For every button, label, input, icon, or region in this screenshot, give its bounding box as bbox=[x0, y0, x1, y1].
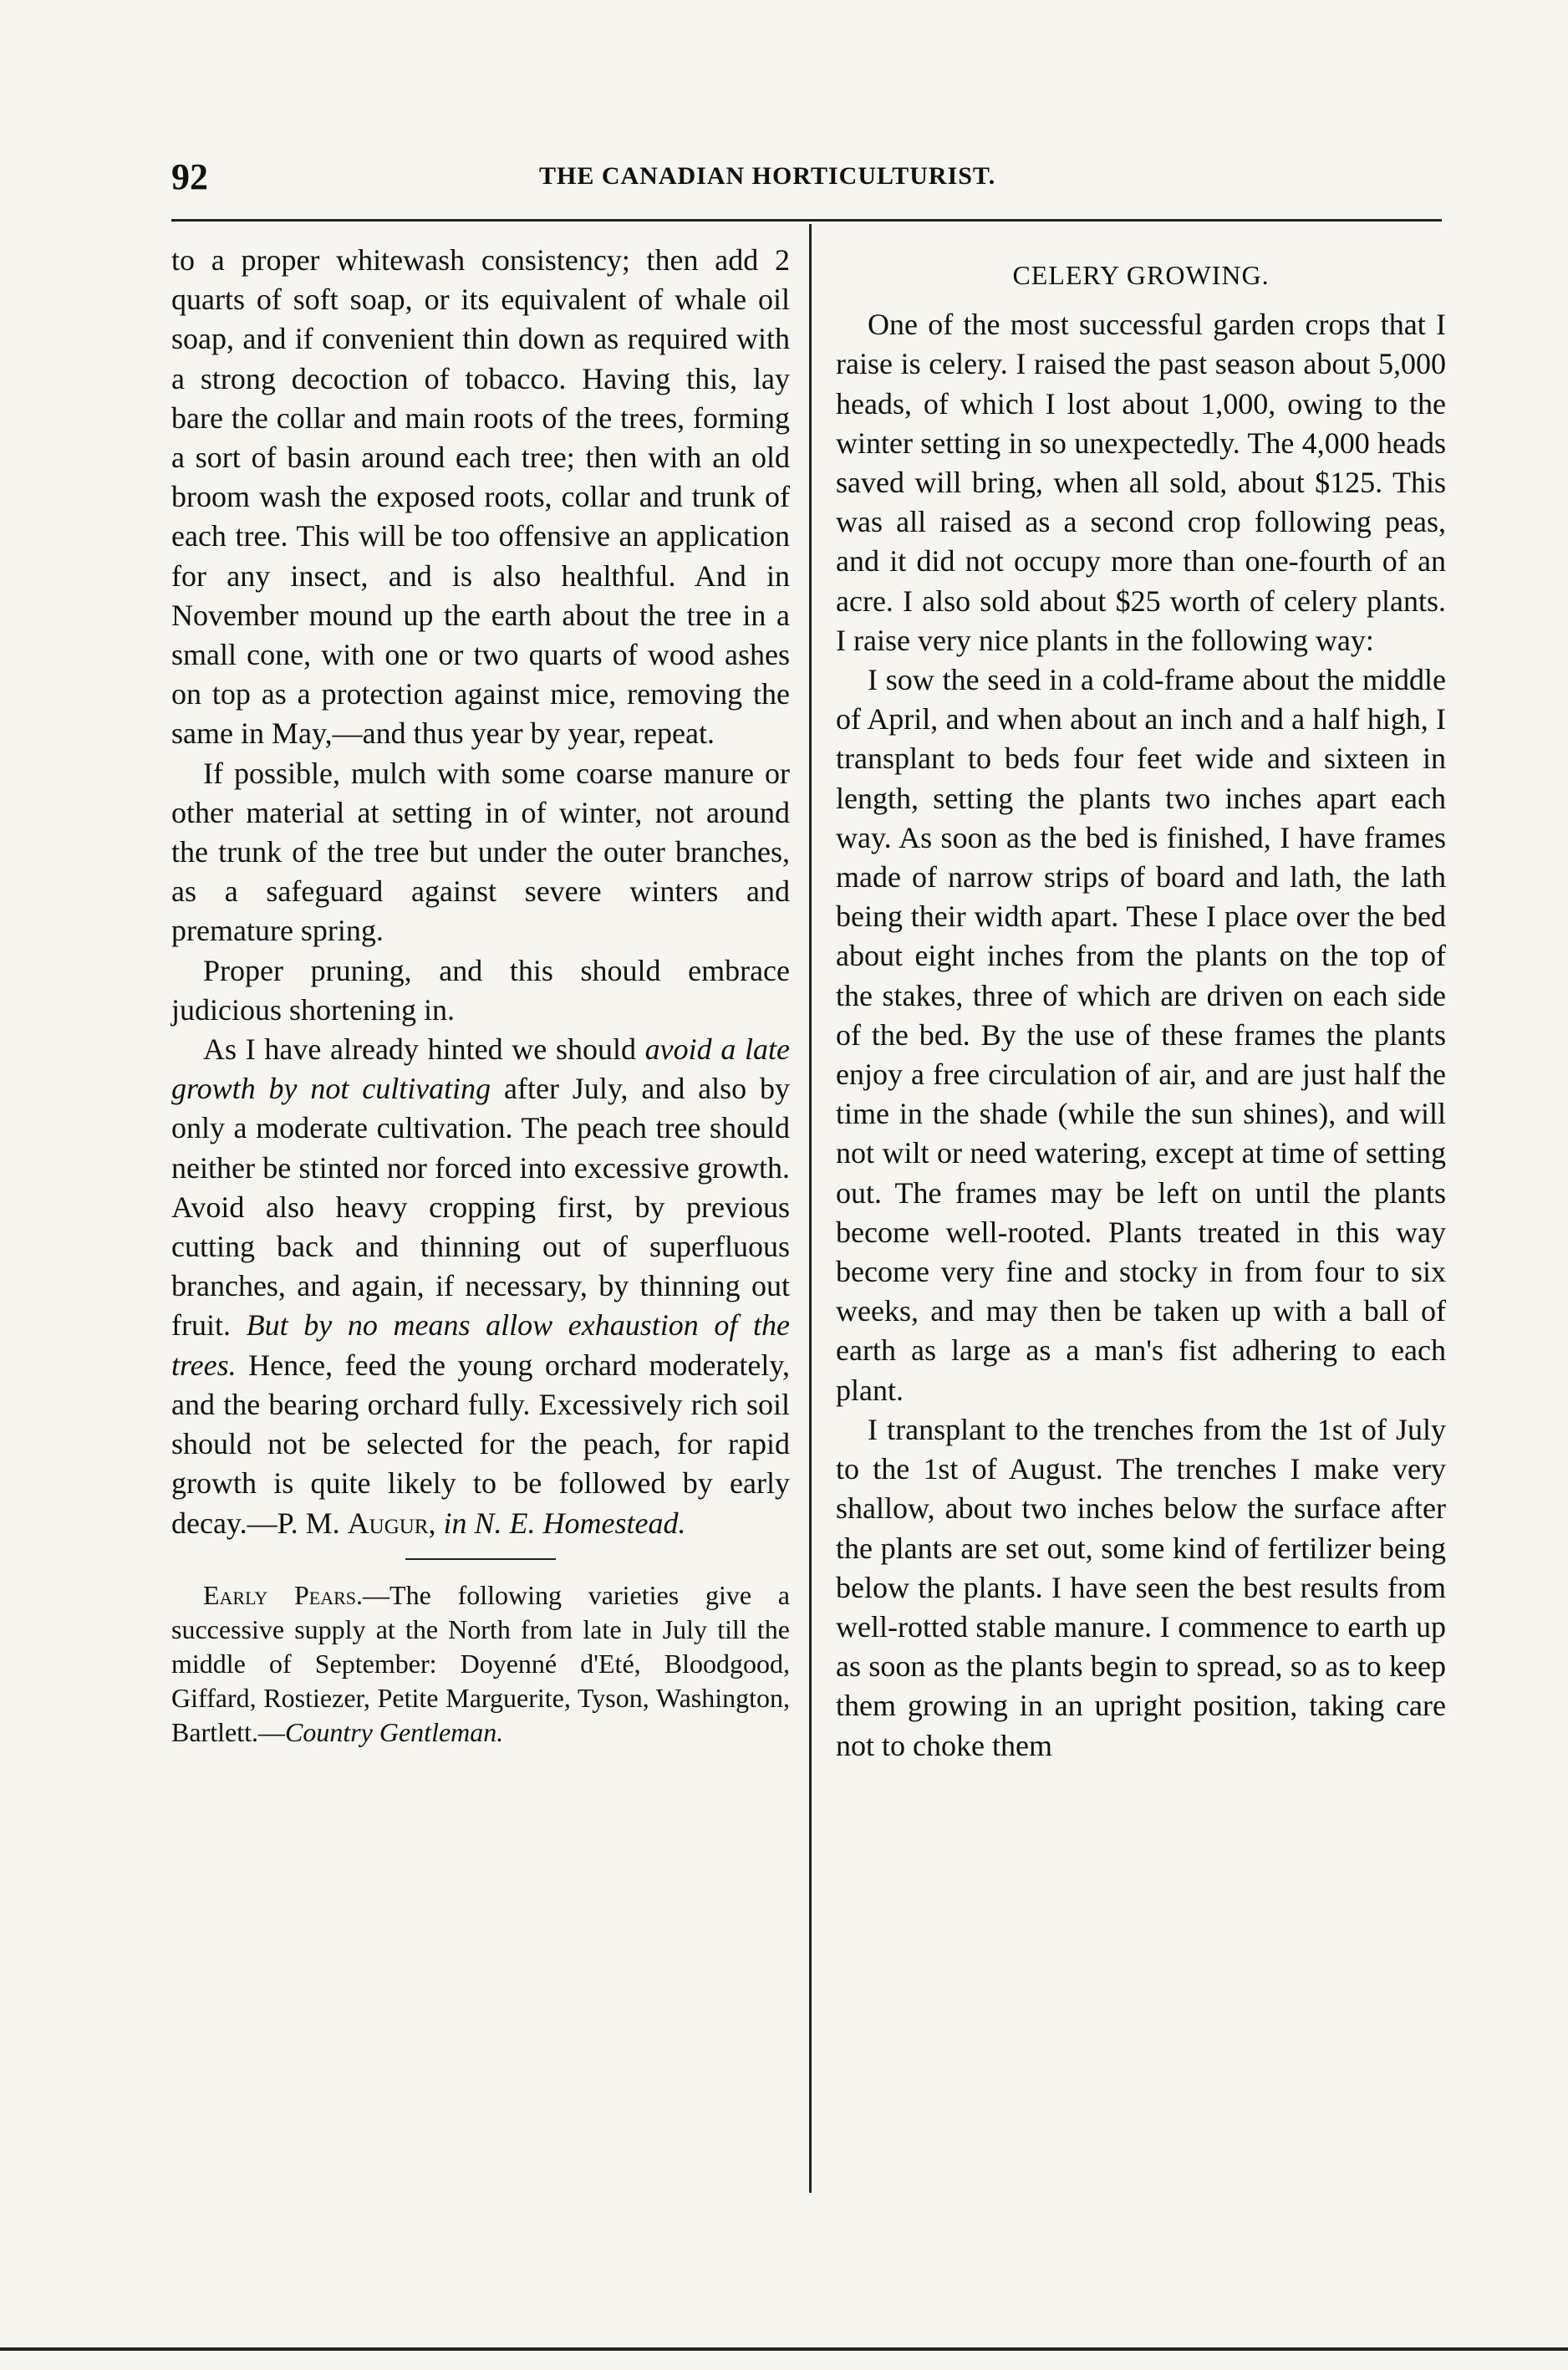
section-title: CELERY GROWING. bbox=[1012, 260, 1270, 290]
left-paragraph-4 bbox=[171, 1030, 790, 1543]
p4-text-a: As I have already hinted we should bbox=[203, 1032, 636, 1067]
left-paragraph-1: to a proper whitewash consistency; then add 2 quarts of soft soap, or its equivalent of whale oil soap, and if convenient thin down as required with a strong decoction of tobacco. Having this, lay bare the collar and main roots of the trees, forming a sort of basin around each tree; then with an old broom wash the exposed roots, collar and trunk of each tree. This will be too offensive an application for any insect, and is also healthful. And in November mound up the earth about the tree in a small cone, with one or two quarts of wood ashes on top as a protection against mice, removing the same in May,—and thus year by year, repeat. bbox=[171, 243, 790, 751]
right-column bbox=[836, 241, 1446, 1766]
right-paragraph-1: One of the most successful garden crops that I raise is celery. I raised the past season about 5,000 heads, of which I lost about 1,000, owing to the winter setting in so unexpectedly. The 4,000 heads saved will bring, when all sold, about $125. This was all raised as a second crop following peas, and it did not occupy more than one-fourth of an acre. I also sold about $25 worth of celery plants. I raise very nice plants in the following way: bbox=[836, 308, 1446, 657]
header-rule bbox=[171, 219, 1442, 222]
left-paragraph-3: Proper pruning, and this should embrace judicious shortening in. bbox=[171, 953, 790, 1027]
left-paragraph-2: If possible, mulch with some coarse manure or other material at setting in of winter, not around the trunk of the tree but under the outer branches, as a safeguard against severe winters and premature spring. bbox=[171, 756, 790, 948]
p4-emphasis-2: But by no means allow exhaustion of the trees. bbox=[171, 1308, 790, 1382]
note-title: Early Pears. bbox=[203, 1579, 364, 1610]
right-paragraph-2: I sow the seed in a cold-frame about the middle of April, and when about an inch and a half high, I transplant to beds four feet wide and sixteen in length, setting the plants two inches apart each way. As soon as the bed is finished, I have frames made of narrow strips of board and lath, the lath being their width apart. These I place over the bed about eight inches from the plants on the top of the stakes, three of which are driven on each side of the bed. By the use of these frames the plants enjoy a free circulation of air, and are just half the time in the shade (while the sun shines), and will not wilt or need watering, except at time of setting out. The frames may be left on until the plants become well-rooted. Plants treated in this way become very fine and stocky in from four to six weeks, and may then be taken up with a ball of earth as large as a man's fist adhering to each plant. bbox=[836, 663, 1446, 1407]
running-title: THE CANADIAN HORTICULTURIST. bbox=[539, 162, 996, 190]
bottom-edge-rule bbox=[0, 2347, 1568, 2351]
note-source: Country Gentleman. bbox=[284, 1716, 504, 1747]
right-paragraph-3: I transplant to the trenches from the 1st of July to the 1st of August. The trenches I make very shallow, about two inches below the surface after the plants are set out, some kind of fertilizer being below the plants. I have seen the best results from well-rotted stable manure. I commence to earth up as soon as the plants begin to spread, so as to keep them growing in an upright position, taking care not to choke them bbox=[836, 1412, 1446, 1762]
left-column bbox=[171, 241, 790, 1750]
section-separator bbox=[405, 1558, 556, 1560]
page-header bbox=[171, 155, 1442, 206]
p4-emphasis-1: avoid a late growth by not cultivating bbox=[171, 1032, 790, 1106]
p4-text-b: after July, and also by only a moderate cultivation. The peach tree should neither be stinted nor forced into excessive growth. Avoid also heavy cropping first, by previous cutting back and thinning out of superfluous branches, and again, if necessary, by thinning out fruit. bbox=[171, 1072, 791, 1343]
early-pears-note bbox=[171, 1578, 790, 1750]
p4-author: Augur, bbox=[347, 1506, 436, 1540]
column-divider bbox=[809, 224, 812, 2193]
p4-source: in N. E. Homestead. bbox=[443, 1506, 686, 1540]
note-text: —The following varieties give a successive supply at the North from late in July till the middle of September: Doyenné d'Eté, Bloodgood, Giffard, Rostiezer, Petite Marguerite, Tyson, Washington, Bartlett.— bbox=[171, 1579, 791, 1747]
page-number: 92 bbox=[171, 156, 208, 197]
p4-text-c: Hence, feed the young orchard moderately, and the bearing orchard fully. Excessively rich soil should not be selected for the peach, for rapid growth is quite likely to be followed by early decay.—P. M. bbox=[171, 1348, 791, 1540]
